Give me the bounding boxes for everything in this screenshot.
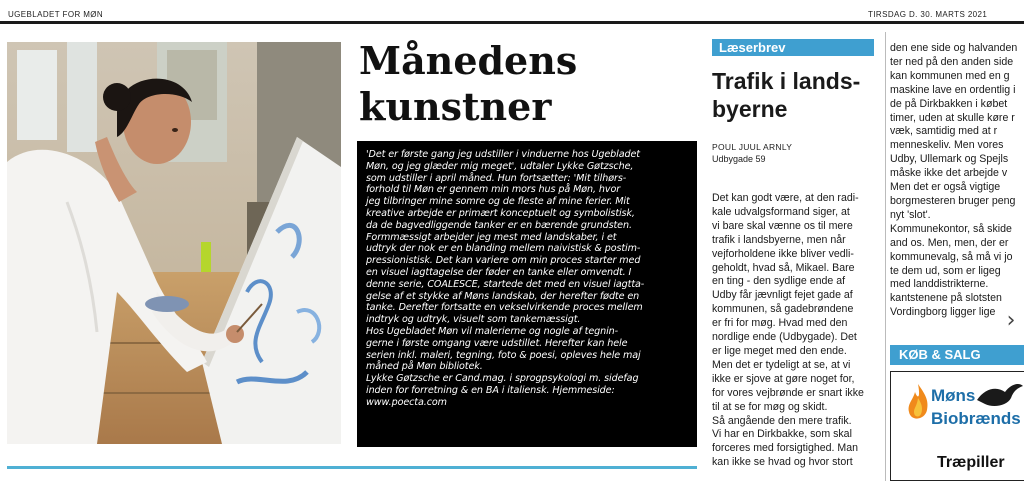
letter-line: kan ikke se hvad og hvor stort	[712, 456, 853, 469]
feature-line: 'Det er første gang jeg udstiller i vinduerne hos Ugebladet	[366, 149, 640, 160]
right-line: borgmesteren bruger peng	[890, 194, 1016, 207]
feature-line: Møn, og jeg glæder mig meget', udtaler Lykke Gøtzsche,	[366, 160, 634, 172]
letter-line: trafik i landsbyerne, men når	[712, 233, 846, 246]
feature-line: måned på Møn bibliotek.	[366, 361, 483, 373]
letter-line: nordlige ende (Udbygade). Det	[712, 331, 857, 344]
letter-line: Så angående den mere trafik.	[712, 414, 852, 427]
ad-brand-line-1: Møns	[931, 386, 976, 405]
right-line: ter ned på den anden side	[890, 55, 1014, 68]
letter-line: til at se for møg og skidt.	[712, 400, 828, 413]
right-line: and os. Men, men, der er	[890, 236, 1009, 249]
right-line: Vordingborg ligger lige	[890, 306, 996, 319]
section-rule	[7, 466, 697, 469]
letter-title	[712, 67, 877, 123]
letter-line: er lige meget med den ende.	[712, 344, 847, 357]
feature-headline	[359, 38, 689, 130]
right-line: væk, samtidig med at r	[890, 125, 998, 138]
classifieds-header: KØB & SALG	[890, 345, 1024, 365]
letter-line: Det kan godt være, at den radi-	[712, 192, 859, 204]
right-line: med landdistrikterne.	[890, 278, 989, 291]
letter-line: vi bare skal vænne os til mere	[712, 219, 853, 232]
feature-line: pressionistisk. Det kan variere om min proces starter med	[366, 255, 641, 267]
feature-line: Lykke Gøtzsche er Cand.mag. i sprogpsykologi m. sidefag	[366, 373, 639, 385]
ad-brand-line-2: Biobrænds	[931, 409, 1021, 428]
feature-line: kreative arbejde er primært konceptuelt og symbolistisk,	[366, 207, 635, 219]
feature-line: gerne i første omgang være udstillet. Herefter kan hele	[366, 337, 628, 349]
feature-line: udtryk der nok er en blanding mellem naivistisk & postim-	[366, 243, 641, 255]
feature-line: som udstiller i april måned. Hun fortsætter: 'Mit tilhørs-	[366, 172, 627, 184]
advertisement[interactable]	[890, 371, 1024, 481]
chevron-right-icon[interactable]: ›	[1006, 308, 1016, 333]
feature-text-box	[357, 141, 697, 447]
feature-line: da de bagvedliggende tanker er en bærende grundsten.	[366, 219, 632, 231]
top-rule	[0, 21, 1024, 24]
publication-name: UGEBLADET FOR MØN	[8, 10, 104, 19]
feature-line: en visuel iagttagelse der føder en tanke eller omvendt. I	[366, 266, 632, 278]
right-line: Men det er også vigtige	[890, 181, 1001, 194]
feature-line: gelse af et stykke af Møns landskab, der herefter fødte en	[366, 290, 640, 302]
letter-line: kale udvalgsformand siger, at	[712, 205, 850, 218]
letter-line: forceres med forsigtighed. Man	[712, 442, 859, 455]
letter-line: for vores vejbrønde er snart ikke	[712, 386, 864, 399]
letter-line: geholdt, hvad så, Mikael. Bare	[712, 261, 855, 274]
feature-line: serien inkl. maleri, tegning, foto & poesi, opleves hele maj	[366, 349, 641, 361]
letter-byline	[712, 141, 792, 165]
feature-line: inden for forretning & en BA i italiensk. Hjemmeside:	[366, 384, 615, 396]
feature-line: forhold til Møn er gennem min mors hus på Møn, hvor	[366, 184, 621, 196]
ad-subtitle: Træpiller	[937, 454, 1005, 471]
artist-photo	[7, 42, 341, 444]
letter-title-line-2: byerne	[712, 96, 788, 122]
column-divider	[885, 32, 886, 481]
right-line: måske ikke det arbejde v	[890, 167, 1008, 180]
feature-line: jeg tilbringer mine somre og de fleste af mine ferier. Mit	[366, 196, 630, 208]
feature-line: denne serie, COALESCE, startede det med en visuel iagtta-	[366, 278, 645, 290]
letter-line: Udby får jævnligt fejet gade af	[712, 289, 853, 302]
letter-body	[712, 192, 879, 470]
feature-line: Hos Ugebladet Møn vil malerierne og nogle af tegnin-	[366, 325, 619, 337]
right-line: te dem ud, som er ligeg	[890, 264, 1001, 277]
feature-line: indtryk og udtryk, visuelt som tankemæssigt.	[366, 314, 581, 326]
letter-line: er fri for møg. Hvad med den	[712, 317, 848, 330]
letter-line: vejforholdene ikke bliver vedli-	[712, 247, 854, 260]
section-label-laeserbrev: Læserbrev	[712, 39, 874, 56]
right-column-text	[890, 42, 1024, 320]
right-line: Kommunekontor, så skide	[890, 222, 1012, 235]
letter-line: kommunen, så gadebrøndene	[712, 303, 854, 316]
feature-line: Formmæssigt arbejder jeg mest med landskaber, i et	[366, 231, 617, 243]
website-link[interactable]: www.poecta.com	[366, 396, 447, 408]
right-line: Udby, Ullemark og Spejls	[890, 153, 1009, 166]
headline-line-1: Månedens	[359, 38, 578, 83]
issue-date: TIRSDAG D. 30. MARTS 2021	[868, 10, 988, 19]
letter-title-line-1: Trafik i lands-	[712, 68, 861, 94]
right-line: nyt 'slot'.	[890, 208, 931, 221]
feature-line: tanke. Derefter fortsatte en vekselvirkende proces mellem	[366, 302, 643, 314]
letter-line: en ting - den sydlige ende af	[712, 275, 846, 288]
bird-icon	[973, 378, 1024, 412]
right-line: kan kommunen med en g	[890, 69, 1010, 82]
right-line: kommunevalg, så må vi jo	[890, 250, 1013, 263]
right-line: menneskeliv. Men vores	[890, 139, 1004, 152]
right-line: kantstenene på slotsten	[890, 292, 1002, 305]
letter-line: Vi har en Dirkbakke, som skal	[712, 428, 852, 441]
right-line: maskine lave en ordentlig i	[890, 83, 1016, 96]
headline-line-2: kunstner	[359, 84, 552, 129]
letter-line: ikke er sjove at gøre noget for,	[712, 372, 855, 385]
right-line: de på Dirkbakken i købet	[890, 97, 1008, 110]
flame-icon	[905, 382, 931, 424]
right-line: timer, uden at skulle køre r	[890, 111, 1015, 124]
artist-painting-illustration	[7, 42, 341, 444]
right-line: den ene side og halvanden	[890, 42, 1018, 54]
letter-line: Men det er tydeligt at se, at vi	[712, 358, 851, 371]
author-name: POUL JUUL ARNLY	[712, 142, 793, 152]
author-address: Udbygade 59	[712, 154, 766, 164]
